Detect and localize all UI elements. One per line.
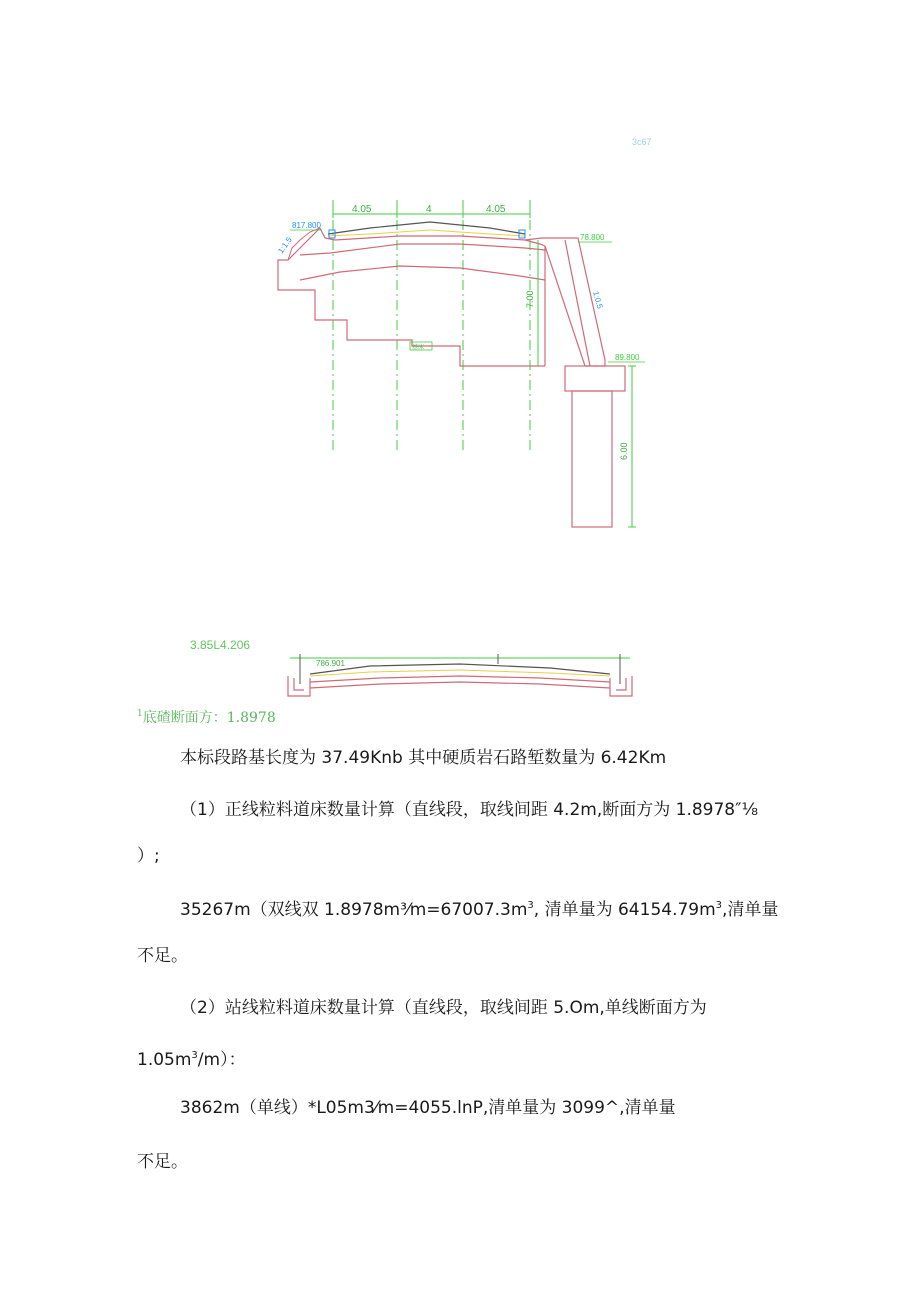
p4-part-a: 1.05m	[137, 1050, 192, 1070]
p3-sup-1: 3	[527, 900, 534, 911]
caption-text: 底碴断面方：1.8978	[142, 710, 276, 726]
vertical-dimensions	[538, 240, 636, 527]
paragraph-5-line-2: 不足。	[137, 1152, 188, 1172]
bottom-dim-caption: 3.85L4.206	[190, 638, 251, 652]
paragraph-4-line-2	[137, 1046, 246, 1070]
height-upper: 7.00	[525, 290, 535, 308]
height-lower: 6.00	[619, 442, 629, 460]
paragraph-3-line-2: 不足。	[137, 946, 188, 966]
paragraph-1: 本标段路基长度为 37.49Knb 其中硬质岩石路堑数量为 6.42Km	[180, 748, 667, 768]
slope-left: 1:1.5	[276, 235, 294, 256]
base-note: 基床	[412, 345, 425, 351]
elev-right: 78.800	[580, 233, 605, 242]
p4-sup: 3	[191, 1050, 198, 1061]
paragraph-3-line-1	[180, 896, 778, 920]
section-caption	[137, 707, 276, 727]
p3-part-b: , 清单量为 64154.79m	[533, 900, 716, 920]
dim-middle: 4	[426, 204, 432, 215]
dim-left: 4.05	[352, 204, 372, 215]
p3-part-c: ,清单量	[722, 900, 779, 920]
caption-mark: 1	[137, 709, 143, 719]
slope-right: 1:0.5	[591, 290, 605, 310]
paragraph-4-line-1: （2）站线粒料道床数量计算（直线段，取线间距 5.Om,单线断面方为	[180, 998, 707, 1018]
paragraph-5-line-1: 3862m（单线）*L05m3⁄m=4055.lnP,清单量为 3099^,清单量	[180, 1098, 676, 1118]
paragraph-2-line-2: ）;	[137, 846, 160, 866]
elev-left: 817.800	[292, 221, 321, 230]
dim-right: 4.05	[486, 204, 506, 215]
ballast-top	[328, 222, 525, 234]
paragraph-2-line-1: （1）正线粒料道床数量计算（直线段，取线间距 4.2m,断面方为 1.8978″⅛	[180, 800, 758, 820]
subgrade-structure	[278, 228, 625, 527]
p4-part-b: /m）：	[197, 1050, 246, 1070]
ballast-section-drawing	[280, 652, 640, 704]
cross-section-drawing	[260, 120, 680, 540]
elev-lower: 89.800	[615, 353, 640, 362]
p3-sup-2: 3	[715, 900, 723, 911]
corner-label: 3c67	[632, 137, 652, 147]
centerlines	[333, 200, 530, 450]
ballast-base	[328, 230, 525, 236]
p3-part-a: 35267m（双线双 1.8978m³⁄m=67007.3m	[180, 900, 528, 920]
bottom-elev-label: 786.901	[316, 659, 345, 668]
